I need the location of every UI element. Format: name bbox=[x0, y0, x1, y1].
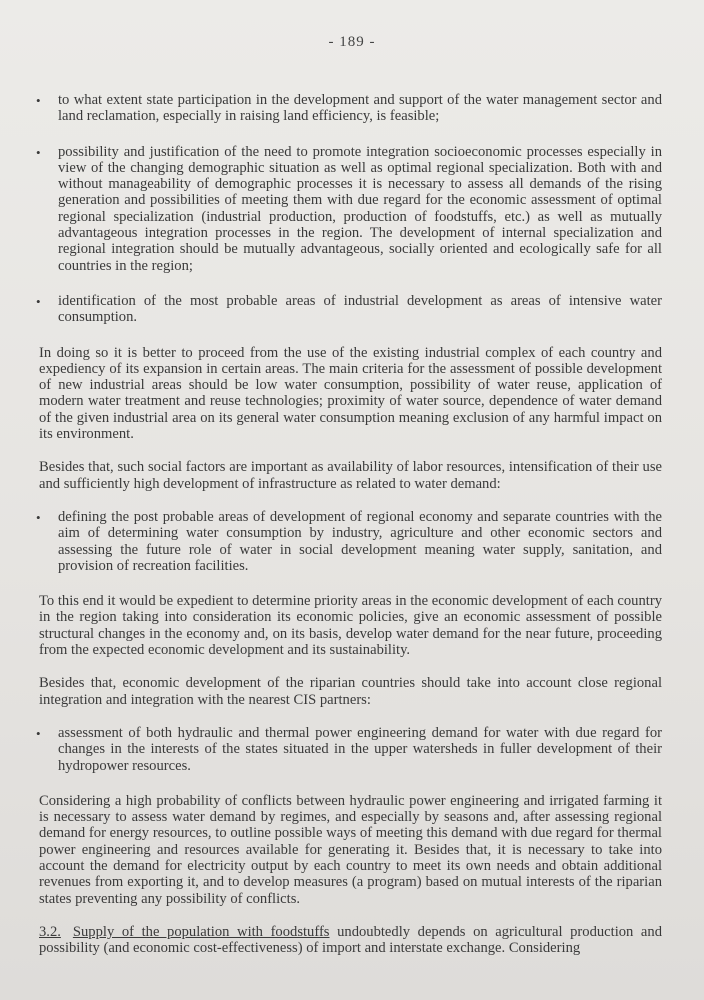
bullet-text: defining the post probable areas of development of regional economy and separate countries with the aim of determining water consumption by industry, agriculture and other economic sectors and assessing the future role of water in social development meaning water supply, sanitation, and provision of recreation facilities. bbox=[58, 508, 662, 574]
bullet-icon: • bbox=[36, 293, 41, 309]
paragraph: To this end it would be expedient to determine priority areas in the economic development of each country in the region taking into consideration its economic policies, give an economic assessment of possible structural changes in the economy and, on its basis, develop water demand for the near future, proceeding from the expected economic development and its sustainability. bbox=[39, 593, 662, 659]
bullet-icon: • bbox=[36, 725, 41, 741]
bullet-text: assessment of both hydraulic and thermal power engineering demand for water with due regard for changes in the interests of the states situated in the upper watersheds in fuller development of their hydropower resources. bbox=[58, 724, 662, 774]
bullet-item bbox=[36, 293, 662, 326]
page-number: - 189 - bbox=[328, 34, 376, 50]
paragraph: Considering a high probability of conflicts between hydraulic power engineering and irrigated farming it is necessary to assess water demand by regimes, and especially by seasons and, after assessing regional demand for energy resources, to outline possible ways of meeting this demand with due regard for thermal power engineering and resources available for generating it. Besides that, it is necessary to take into account the demand for electricity output by each country to meet its own needs and obtain additional revenues from exporting it, and to develop measures (a program) based on mutual interests of the riparian states preventing any possibility of conflicts. bbox=[39, 792, 662, 907]
section-number: 3.2. bbox=[39, 923, 61, 940]
paragraph: Besides that, such social factors are important as availability of labor resources, intensification of their use and sufficiently high development of infrastructure as related to water demand: bbox=[39, 459, 662, 492]
bullet-icon: • bbox=[36, 93, 41, 108]
bullet-item bbox=[36, 509, 662, 574]
section-title: Supply of the population with foodstuffs bbox=[72, 923, 330, 940]
paragraph: Besides that, economic development of the riparian countries should take into account close regional integration and integration with the nearest CIS partners: bbox=[39, 675, 662, 708]
bullet-item bbox=[36, 725, 662, 774]
bullet-text: to what extent state participation in the development and support of the water management sector and land reclamation, especially in raising land efficiency, is feasible; bbox=[58, 92, 662, 125]
bullet-text: possibility and justification of the need to promote integration socioeconomic processes especially in view of the changing demographic situation as well as optimal regional specialization. Both with and without manageability of demographic processes it is necessary to assess all demands of the rising generation and possibilities of meeting them with due regard for the economic assessment of optimal regional specialization (industrial production, production of foodstuffs, etc.) as well as mutually advantageous integration processes in the region. The development of internal specialization and regional integration should be mutually advantageous, socially oriented and ecologically safe for all countries in the region; bbox=[58, 143, 662, 274]
page-content bbox=[36, 92, 662, 973]
bullet-icon: • bbox=[36, 509, 41, 525]
bullet-icon: • bbox=[36, 144, 41, 160]
paragraph: In doing so it is better to proceed from the use of the existing industrial complex of each country and expediency of its expansion in certain areas. The main criteria for the assessment of possible development of new industrial areas should be low water consumption, possibility of water reuse, application of modern water treatment and reuse technologies; proximity of water source, dependence of water demand of the given industrial area on its general water consumption meaning exclusion of any harmful impact on its environment. bbox=[39, 344, 662, 443]
section-text: undoubtedly depends on agricultural production and possibility (and economic cost-effectiveness) of import and interstate exchange. Considering bbox=[39, 923, 663, 957]
bullet-text: identification of the most probable areas of industrial development as areas of intensive water consumption. bbox=[58, 292, 662, 326]
bullet-item bbox=[36, 144, 662, 274]
section-paragraph bbox=[36, 924, 662, 957]
bullet-item bbox=[36, 92, 662, 125]
